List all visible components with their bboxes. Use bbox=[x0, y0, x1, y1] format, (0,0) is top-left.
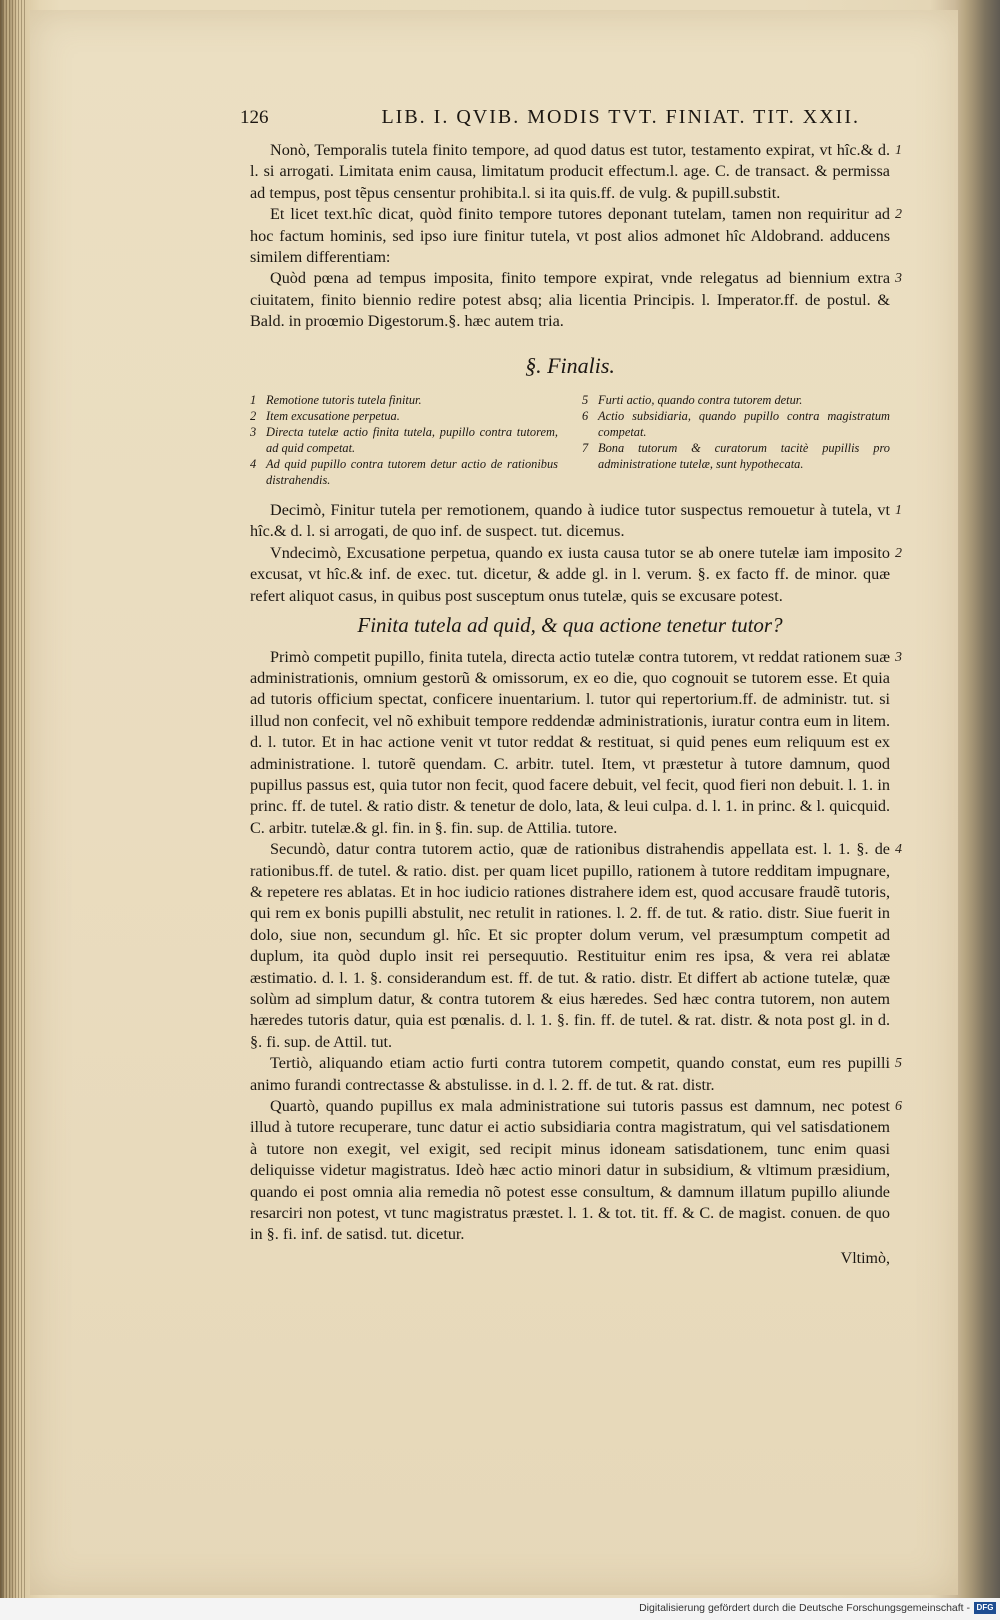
summary-item bbox=[250, 424, 558, 456]
section-summary bbox=[250, 392, 890, 488]
running-title: LIB. I. QVIB. MODIS TVT. FINIAT. TIT. XXII. bbox=[381, 106, 860, 128]
summary-item bbox=[250, 392, 558, 408]
summary-item-number: 2 bbox=[250, 409, 257, 424]
margin-number: 2 bbox=[895, 207, 902, 223]
catchword: Vltimò, bbox=[840, 1249, 890, 1267]
margin-number: 6 bbox=[895, 1099, 902, 1115]
summary-item-text: Directa tutelæ actio finita tutela, pupillo contra tutorem, ad quid competat. bbox=[266, 425, 558, 456]
paragraph-text: Nonò, Temporalis tutela finito tempore, ad quod datus est tutor, testamento expirat, vt hîc.& d. l. si arrogati. Limitata enim causa, limitatum producit effectum.l. age. C. de transact. & permissa ad tempus, post tẽpus censentur prohibita.l. si ita quis.ff. de vulg. & pupill.substit. bbox=[250, 141, 890, 202]
summary-item-number: 3 bbox=[250, 425, 257, 440]
paragraph bbox=[250, 268, 902, 332]
paragraph bbox=[250, 839, 902, 1053]
summary-item bbox=[250, 408, 558, 424]
summary-item-number: 6 bbox=[582, 409, 589, 424]
paragraph bbox=[250, 1053, 902, 1096]
margin-number: 3 bbox=[895, 649, 902, 665]
paragraph-text: Quartò, quando pupillus ex mala administratione sui tutoris passus est damnum, nec potest illud à tutore recuperare, tunc datur ei actio subsidiaria contra magistratum, qui vel satisdationem à tutore non exegit, vel exigit, sed recipit minus idoneam satisdationem, tunc enim quasi deliquisse videtur magistratus. Ideò hæc actio minori datur in subsidium, & vltimum præsidium, quando ei post omnia alia remedia nõ potest esse consultum, & damnum illatum pupillo aliunde resarciri non potest, vt tunc magistratus præstet. l. 1. & tot. tit. ff. & C. de magist. conuen. de quo in §. fi. inf. de satisd. tut. dicetur. bbox=[250, 1097, 890, 1244]
middle-paragraphs bbox=[250, 500, 902, 607]
paragraph-text: Et licet text.hîc dicat, quòd finito tempore tutores deponant tutelam, tamen non requiritur ad hoc factum hominis, sed ipso iure finitur tutela, vt post alios admonet hîc Aldobrand. adducens similem differentiam: bbox=[250, 205, 890, 267]
margin-number: 2 bbox=[895, 545, 902, 561]
summary-item bbox=[582, 408, 890, 440]
margin-number: 3 bbox=[895, 271, 902, 287]
margin-number: 5 bbox=[895, 1056, 902, 1072]
footer-bar bbox=[0, 1598, 1000, 1620]
page-number: 126 bbox=[240, 107, 269, 128]
summary-item bbox=[582, 392, 890, 408]
summary-item-text: Item excusatione perpetua. bbox=[266, 409, 400, 424]
summary-item-text: Furti actio, quando contra tutorem detur. bbox=[598, 393, 803, 408]
paragraph-text: Decimò, Finitur tutela per remotionem, quando à iudice tutor suspectus remouetur à tutela, vt hîc.& d. l. si arrogati, de quo inf. de suspect. tut. dicemus. bbox=[250, 501, 890, 541]
summary-item-text: Actio subsidiaria, quando pupillo contra magistratum competat. bbox=[598, 409, 890, 440]
bottom-paragraphs bbox=[250, 647, 902, 1246]
page-text bbox=[250, 140, 902, 1269]
margin-number: 1 bbox=[895, 143, 902, 158]
page-edges bbox=[0, 0, 26, 1598]
paragraph bbox=[250, 140, 902, 204]
margin-number: 1 bbox=[895, 503, 902, 519]
summary-item bbox=[582, 440, 890, 472]
subsection-heading: Finita tutela ad quid, & qua actione tenetur tutor? bbox=[357, 613, 783, 638]
paragraph-text: Vndecimò, Excusatione perpetua, quando ex iusta causa tutor se ab onere tutelæ iam imposito excusat, vt hîc.& inf. de exec. tut. dicetur, & adde gl. in l. verum. §. ex facto ff. de minor. quæ refert aliquot casus, in quibus post susceptum onus tutelæ, quis se excusare potest. bbox=[250, 543, 890, 605]
summary-item bbox=[250, 456, 558, 488]
paragraph-text: Primò competit pupillo, finita tutela, directa actio tutelæ contra tutorem, vt reddat rationem suæ administrationis, omnium gestorũ & omissorum, ex eo die, quo cognouit se tutorem esse. Et quia ad tutoris officium spectat, conficere inuentarium. l. tutor qui repertorium.ff. de administr. tut. si illud non confecit, vel nõ exhibuit tempore reddendæ administrationis, iuratur contra eum in litem. d. l. tutor. Et in hac actione venit vt tutor reddat & restituat, si quid penes eum reliquum est ex administratione. l. tutorẽ quendam. C. arbitr. tutel. Item, vt præstetur à tutore damnum, quod pupillus passus est, quia tutor non fecit, quod facere debuit, vel fecit, quod fieri non debuit. l. 1. in princ. ff. de tutel. & ratio distr. & tenetur de dolo, lata, & leui culpa. d. l. 1. in princ. & l. quicquid. C. arbitr. tutelæ.& gl. fin. in §. fin. sup. de Attilia. tutore. bbox=[250, 647, 890, 837]
summary-left-column bbox=[250, 392, 558, 488]
summary-item-number: 4 bbox=[250, 457, 257, 472]
paragraph bbox=[250, 500, 902, 543]
paragraph bbox=[250, 543, 902, 607]
footer-credit: Digitalisierung gefördert durch die Deutsche Forschungsgemeinschaft - bbox=[639, 1602, 970, 1614]
top-paragraphs bbox=[250, 140, 902, 333]
summary-item-text: Remotione tutoris tutela finitur. bbox=[266, 393, 422, 408]
paragraph-text: Quòd pœna ad tempus imposita, finito tempore expirat, vnde relegatus ad biennium extra ciuitatem, finito biennio redire potest absq; alia licentia Principis. l. Imperator.ff. de postul. & Bald. in proœmio Digestorum.§. hæc autem tria. bbox=[250, 269, 890, 331]
paragraph bbox=[250, 1096, 902, 1246]
summary-item-number: 5 bbox=[582, 393, 589, 408]
summary-item-text: Ad quid pupillo contra tutorem detur actio de rationibus distrahendis. bbox=[266, 457, 558, 488]
paragraph-text: Tertiò, aliquando etiam actio furti contra tutorem competit, quando constat, eum res pupilli animo furandi contrectasse & abstulisse. in d. l. 2. ff. de tut. & rat. distr. bbox=[250, 1054, 890, 1094]
paragraph bbox=[250, 204, 902, 268]
summary-right-column bbox=[582, 392, 890, 488]
summary-item-text: Bona tutorum & curatorum tacitè pupillis pro administratione tutelæ, sunt hypothecata. bbox=[598, 441, 890, 472]
summary-item-number: 7 bbox=[582, 441, 589, 456]
section-title: §. Finalis. bbox=[525, 352, 615, 378]
dfg-logo: DFG bbox=[974, 1602, 996, 1614]
paragraph-text: Secundò, datur contra tutorem actio, quæ de rationibus distrahendis appellata est. l. 1. §. de rationibus.ff. de tutel. & ratio. dist. per quam licet pupillo, rationem à tutore redditam impugnare, & repetere res ablatas. Et in hoc iudicio rationes distrahere idem est, quod accusare fraudẽ tutoris, qui rem ex bonis pupilli abstulit, nec retulit in rationes. l. 2. ff. de tut. & ratio. distr. Siue fuerit in dolo, siue non, secundum gl. hîc. Et sic propter dolum verum, vel præsumptum competit ad duplum, ita quòd duplo insit rei persequutio. Restituitur enim res ipsa, & vera rei ablatæ æstimatio. d. l. 1. §. considerandum est. ff. de tut. & ratio. distr. Et differt ab actione tutelæ, quæ solùm ad simplum datur, & contra tutorem & eius hæredes. Sed hæc contra tutorem, non autem hæredes tutoris datur, quia est pœnalis. d. l. 1. §. fin. ff. de tutel. & rat. distr. & nota post gl. in d. §. fi. sup. de Attil. tut. bbox=[250, 840, 890, 1051]
margin-number: 4 bbox=[895, 842, 902, 858]
summary-item-number: 1 bbox=[250, 393, 257, 408]
running-head bbox=[240, 106, 860, 129]
paragraph bbox=[250, 647, 902, 840]
